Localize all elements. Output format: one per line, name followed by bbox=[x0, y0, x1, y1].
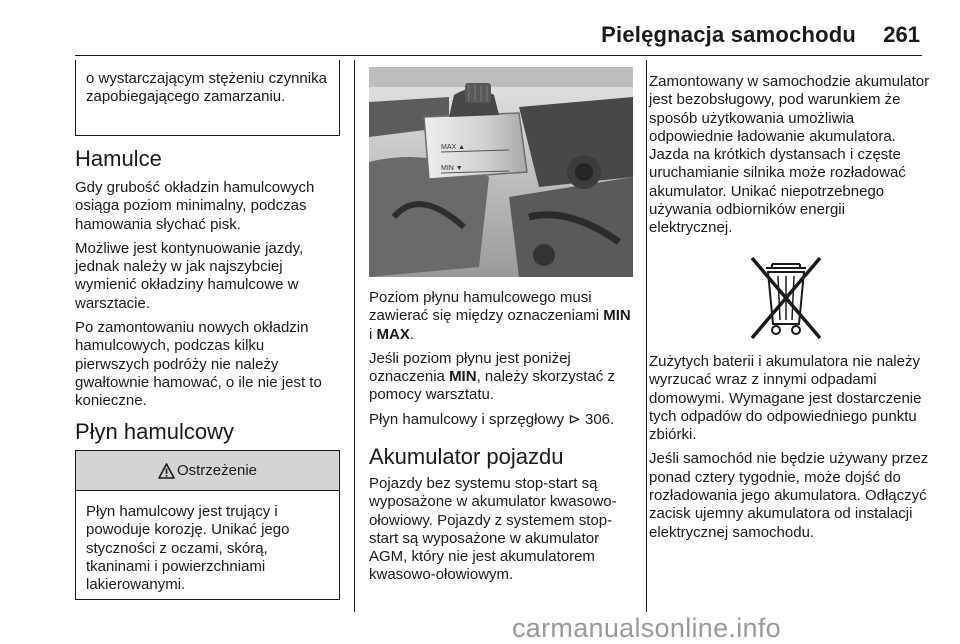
battery-maintenance-paragraph: Zamontowany w samochodzie akumulator jest bezobsługowy, pod warunkiem że sposób użytkowania umożliwia odpowiednie ładowanie akumulatora. Jazda na krótkich dystansach i częste uruchamianie silnika może rozładować akumulator. Unikać niepotrzebnego używania odbiorników energii elektrycznej. bbox=[649, 73, 930, 237]
page-header bbox=[0, 0, 960, 60]
max-marker-label: MAX bbox=[376, 325, 410, 343]
page-reference-link[interactable]: 306. bbox=[580, 410, 615, 428]
text-span: , należy skorzystać z pomocy warsztatu. bbox=[369, 368, 615, 404]
continued-note-box bbox=[75, 60, 340, 136]
battery-disposal bbox=[649, 353, 931, 542]
column-divider bbox=[354, 60, 355, 612]
page-number: 261 bbox=[883, 22, 920, 47]
continued-note-text: o wystarczającym stężeniu czynnika zapobiegającego zamarzaniu. bbox=[86, 70, 327, 106]
crossed-out-bin-icon bbox=[738, 250, 834, 342]
brakes-paragraph: Po zamontowaniu nowych okładzin hamulcowych, podczas kilku pierwszych podróży nie należy gwałtownie hamować, o ile nie jest to konieczne. bbox=[75, 319, 322, 410]
header-rule bbox=[75, 55, 922, 56]
text-span: Poziom płynu hamulcowego musi zawierać się między oznaczeniami bbox=[369, 289, 604, 325]
heading-brakes: Hamulce bbox=[75, 146, 162, 171]
battery-storage-paragraph: Jeśli samochód nie będzie używany przez ponad cztery tygodnie, może dojść do rozładowania jego akumulatora. Odłączyć zacisk ujemny akumulatora od instalacji elektrycznej samochodu. bbox=[649, 450, 929, 541]
brakes-paragraph: Możliwe jest kontynuowanie jazdy, jednak należy w jak najszybciej wymienić okładziny hamulcowe w warsztacie. bbox=[75, 239, 304, 312]
max-mark-label: MAX ▲ bbox=[441, 144, 466, 151]
text-span: i bbox=[369, 325, 377, 343]
warning-triangle-icon bbox=[158, 463, 175, 479]
heading-battery: Akumulator pojazdu bbox=[369, 444, 564, 469]
warning-body bbox=[76, 491, 339, 594]
heading-brake-fluid: Płyn hamulcowy bbox=[75, 419, 234, 444]
min-marker-label: MIN bbox=[603, 307, 631, 325]
site-watermark: carmanualsonline.info bbox=[512, 613, 781, 643]
min-mark-label: MIN ▼ bbox=[441, 165, 463, 172]
section-title: Pielęgnacja samochodu bbox=[601, 22, 856, 47]
fluid-reference-paragraph bbox=[369, 411, 634, 429]
warning-box bbox=[75, 450, 340, 600]
battery-paragraph: Pojazdy bez systemu stop-start są wyposażone w akumulator kwasowo-ołowiowy. Pojazdy z systemem stop-start są wyposażone w akumulator AGM, który nie jest akumulatorem kwasowo-ołowiowym. bbox=[369, 475, 617, 584]
brake-fluid-reservoir-photo bbox=[369, 67, 633, 277]
warning-text: Płyn hamulcowy jest trujący i powoduje korozję. Unikać jego styczności z oczami, skórą, tkaninami i powierzchniami lakierowanymi. bbox=[86, 503, 290, 594]
column-divider bbox=[646, 60, 647, 612]
battery-maintenance bbox=[649, 73, 931, 238]
battery-disposal-paragraph: Zużytych baterii i akumulatora nie należy wyrzucać wraz z innymi odpadami domowymi. Wymagane jest dostarczenie tych odpadów do odpowiedniego punktu zbiórki. bbox=[649, 353, 922, 444]
text-span: Jeśli poziom płynu jest poniżej oznaczenia bbox=[369, 349, 571, 386]
brake-fluid-level-text bbox=[369, 289, 634, 429]
page-reference-arrow-icon: ⊳ bbox=[568, 410, 581, 428]
warning-header bbox=[76, 451, 339, 491]
text-span: . bbox=[409, 325, 415, 343]
text-span: Płyn hamulcowy i sprzęgłowy bbox=[369, 410, 569, 428]
warning-title: Ostrzeżenie bbox=[176, 462, 258, 479]
brakes-section bbox=[75, 179, 340, 411]
fluid-low-paragraph bbox=[369, 350, 634, 405]
min-marker-label: MIN bbox=[449, 368, 477, 386]
fluid-level-paragraph bbox=[369, 289, 634, 344]
brakes-paragraph: Gdy grubość okładzin hamulcowych osiąga poziom minimalny, podczas hamowania słychać pisk. bbox=[75, 179, 315, 233]
battery-intro bbox=[369, 475, 634, 585]
